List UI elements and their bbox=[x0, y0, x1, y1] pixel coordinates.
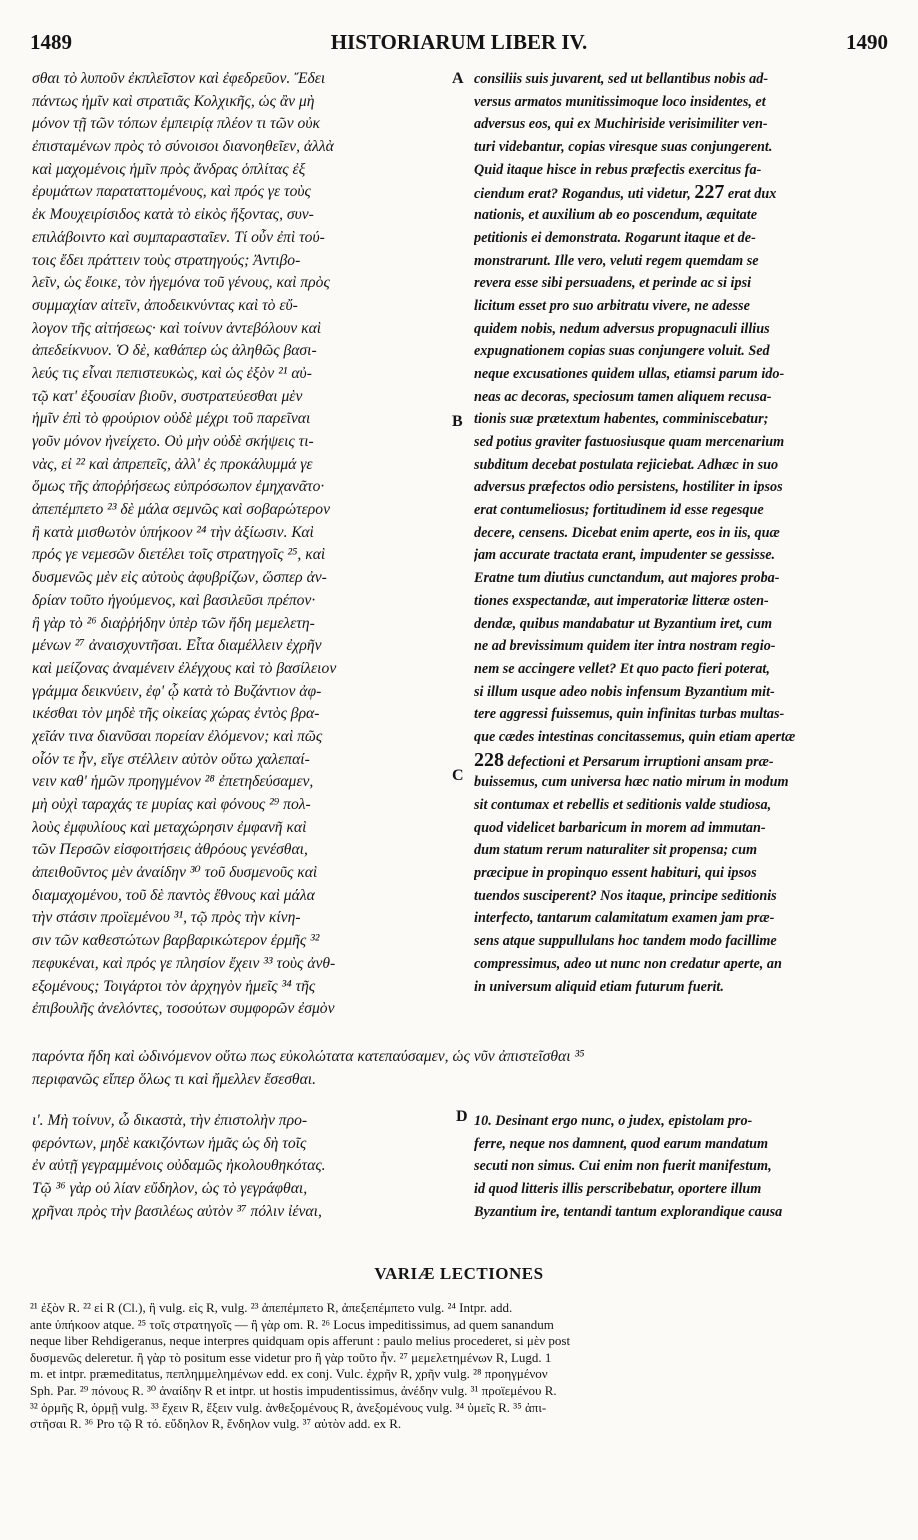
latin-text-line: subditum decebat postulata rejiciebat. Adhæc in suo bbox=[474, 456, 779, 473]
running-header bbox=[30, 30, 888, 64]
greek-text-line: ὅμως τῆς ἀποῤῥήσεως εὐπρόσωπον ἐμηχανᾶτο· bbox=[32, 478, 325, 496]
greek-text-line: λοὺς ἐμφυλίους καὶ μεταχώρησιν ἐμφανῆ καὶ bbox=[32, 818, 307, 836]
variant-note-line: neque liber Rehdigeranus, neque interpres quidquam opis afferunt : paulo melius procederet, si μὲν post bbox=[30, 1333, 571, 1349]
latin-text-line: præcipue in propinquo essent habituri, qui ipsos bbox=[474, 865, 757, 882]
latin-text-line: Eratne tum diutius cunctandum, aut majores proba- bbox=[474, 570, 780, 587]
latin-text-line: licitum esset pro suo arbitratu vivere, ne adesse bbox=[474, 297, 750, 314]
margin-marker-b: B bbox=[452, 413, 463, 430]
greek-text-line: επιλάβοιντο καὶ συμπαρασταῖεν. Τί οὖν ἐπὶ τού- bbox=[32, 228, 325, 246]
latin-text-line: sed potius graviter fastuosiusque quam mercenarium bbox=[474, 434, 785, 450]
greek-text-line: πεφυκέναι, καὶ πρός γε πλησίον ἔχειν ³³ τοὺς ἀνθ- bbox=[32, 954, 336, 972]
greek-text-line: τῶν Περσῶν εἰσφοιτήσεις ἀθρόους γενέσθαι, bbox=[32, 841, 308, 859]
latin-text-fragment: erat dux bbox=[724, 186, 777, 203]
latin-text-line: quidem nobis, nedum adversus propugnaculi illius bbox=[474, 320, 770, 337]
greek-text-line: Τῷ ³⁶ γὰρ οὐ λίαν εὔδηλον, ὡς τὸ γεγράφθαι, bbox=[32, 1180, 308, 1198]
latin-text-line: sens atque suppullulans hoc tandem modo facillime bbox=[474, 933, 777, 950]
greek-text-line: διαμαχομένου, τοῦ δὲ παντὸς ἔθνους καὶ μάλα bbox=[32, 886, 315, 904]
greek-text-line: πρός γε νεμεσῶν διετέλει τοῖς στρατηγοῖς ²⁵, καὶ bbox=[32, 546, 326, 564]
variant-note-line: στῆσαι R. ³⁶ Pro τῷ R τό. εὔδηλον R, ἔνδηλον vulg. ³⁷ αὐτὸν add. ex R. bbox=[30, 1416, 402, 1432]
latin-text-line: compressimus, adeo ut nunc non credatur aperte, an bbox=[474, 955, 782, 972]
latin-text-line: Quid itaque hisce in rebus præfectis exercitus fa- bbox=[474, 161, 762, 178]
greek-text-line: συμμαχίαν αἰτεῖν, ἀποδεικνύντας καὶ τὸ εὔ- bbox=[32, 296, 298, 314]
greek-text-line: ι'. Μὴ τοίνυν, ὦ δικαστὰ, τὴν ἐπιστολὴν προ- bbox=[32, 1112, 308, 1129]
latin-text-line: dum statum rerum naturaliter sit propensa; cum bbox=[474, 842, 758, 859]
margin-marker-d: D bbox=[456, 1108, 468, 1125]
latin-text-line: nem se accingere vellet? Et quo pacto fieri poterat, bbox=[474, 660, 770, 677]
latin-text-line: jam accurate tractata erant, impudenter se gessisse. bbox=[474, 547, 776, 564]
greek-text-line: λεῖν, ὡς ἔοικε, τὸν ἡγεμόνα τοῦ γένους, καὶ πρὸς bbox=[32, 274, 330, 292]
greek-text-line: καὶ μείζονας ἀναμένειν ἐλέγχους καὶ τὸ βασίλειον bbox=[32, 659, 337, 677]
latin-text-line: id quod litteris illis perscribebatur, oportere illum bbox=[474, 1181, 762, 1198]
greek-text-line: οἷόν τε ἦν, εἴγε στέλλειν αὐτὸν οὕτω χαλεπαί- bbox=[32, 750, 310, 768]
greek-text-line: γοῦν μόνον ἠνείχετο. Οὐ μὴν οὐδὲ σκήψεις τι- bbox=[32, 433, 314, 450]
page-number-right: 1490 bbox=[846, 30, 888, 54]
variant-note-line: δυσμενῶς deleretur. ἢ γὰρ τὸ positum esse videtur pro ἢ γὰρ τοῦτο ἦν. ²⁷ μεμελετημένων R, Lugd. 1 bbox=[30, 1349, 552, 1365]
latin-text-line: sit contumax et rebellis et seditionis valde studiosa, bbox=[474, 797, 772, 813]
latin-text-line: neas ac decoras, speciosum tamen aliquem recusa- bbox=[474, 388, 772, 405]
margin-marker-a: A bbox=[452, 70, 464, 87]
latin-text-line: nationis, et auxilium ab eo poscendum, æquitate bbox=[474, 207, 757, 224]
greek-text-line: μόνον τῇ τῶν τόπων ἐμπειρίᾳ πλέον τι τῶν οὐκ bbox=[32, 115, 320, 133]
greek-text-line: γράμμα δεικνύειν, ἐφ' ᾧ κατὰ τὸ Βυζάντιον ἀφ- bbox=[32, 682, 322, 700]
latin-text-line: expugnationem copias suas conjungere voluit. Sed bbox=[474, 343, 770, 360]
latin-text-line: quod videlicet barbaricum in morem ad immutan- bbox=[474, 819, 766, 836]
running-title: HISTORIARUM LIBER IV. bbox=[330, 30, 588, 54]
greek-text-line: τοις ἔδει πράττειν τοὺς στρατηγούς; Ἀντιβο- bbox=[32, 251, 301, 269]
greek-text-line: ἀπεδείκνυον. Ὁ δὲ, καθάπερ ὡς ἀληθῶς βασι- bbox=[32, 342, 317, 360]
latin-text-line: ne ad brevissimum quidem iter intra nostram regio- bbox=[474, 638, 776, 655]
latin-text-line: secuti non simus. Cui enim non fuerit manifestum, bbox=[474, 1158, 772, 1175]
latin-text-line: 228 defectioni et Persarum irruptioni ansam præ- bbox=[474, 748, 774, 771]
latin-text-line: decere, censens. Dicebat enim aperte, eos in iis, quæ bbox=[474, 524, 780, 541]
greek-text-line: εξομένους; Τοιγάρτοι τὸν ἀρχηγὸν ἡμεῖς ³⁴ τῆς bbox=[32, 977, 316, 995]
latin-text-line: monstrarunt. Ille vero, veluti regem quemdam se bbox=[474, 252, 759, 269]
variant-readings-notes bbox=[30, 1300, 890, 1433]
latin-text-line: neque excusationes quidem ullas, etiamsi parum ido- bbox=[474, 365, 785, 382]
greek-text-line: χρῆναι πρὸς τὴν βασιλέως αὐτὸν ³⁷ πόλιν ἰέναι, bbox=[32, 1202, 322, 1220]
greek-text-line: ἢ γὰρ τὸ ²⁶ διαῤῥήδην ὑπὲρ τῶν ἤδη μεμελετη- bbox=[32, 614, 315, 632]
latin-text-line: consiliis suis juvarent, sed ut bellantibus nobis ad- bbox=[474, 71, 769, 87]
greek-text-line: λογον τῆς αἰτήσεως· καὶ τοίνυν ἀντεβόλουν καὶ bbox=[32, 319, 322, 337]
greek-text-line: νειν καθ' ἡμῶν προηγμένον ²⁸ ἐπετηδεύσαμεν, bbox=[32, 773, 314, 791]
latin-text-line: versus armatos munitissimoque loco insidentes, et bbox=[474, 93, 766, 110]
latin-text-line: revera esse sibi persuadens, et perinde ac si ipsi bbox=[474, 275, 752, 292]
latin-text-line: que cædes intestinas concitassemus, quin etiam apertæ bbox=[474, 728, 796, 745]
margin-marker-c: C bbox=[452, 767, 464, 784]
latin-text-line: ferre, neque nos damnent, quod earum mandatum bbox=[474, 1135, 769, 1152]
latin-text-line: buissemus, cum universa hæc natio mirum in modum bbox=[474, 774, 789, 791]
chapter-number-227: 227 bbox=[694, 181, 725, 204]
variant-note-line: ante ὑπήκοον atque. ²⁵ τοῖς στρατηγοῖς — ἢ γὰρ om. R. ²⁶ Locus impeditissimus, ad quem sanandum bbox=[30, 1316, 554, 1332]
latin-text-line: turi videbantur, copias viresque suas conjungerent. bbox=[474, 139, 773, 156]
latin-text-line: interfecto, tantarum calamitatum examen jam præ- bbox=[474, 910, 775, 927]
greek-text-line: ἀπειθοῦντος μὲν ἀναίδην ³⁰ τοῦ δυσμενοῦς καὶ bbox=[32, 864, 318, 882]
variant-note-line: ²¹ ἐξὸν R. ²² εἰ R (Cl.), ἢ vulg. εἰς R, vulg. ²³ ἀπεπέμπετο R, ἀπεξεπέμπετο vulg. ²⁴ Intpr. add. bbox=[30, 1300, 513, 1315]
variae-lectiones-title: VARIÆ LECTIONES bbox=[374, 1264, 544, 1283]
variant-note-line: Sph. Par. ²⁹ πόνους R. ³⁰ ἀναίδην R et intpr. ut hostis impudentissimus, ἀνέδην vulg. ³¹ προϊεμένου R. bbox=[30, 1382, 557, 1398]
latin-text-line: adversus eos, qui ex Muchiriside verisimiliter ven- bbox=[474, 116, 768, 133]
latin-text-line: tionis suæ prætextum habentes, comminiscebatur; bbox=[474, 411, 769, 428]
latin-text-line: ciendum erat? Rogandus, uti videtur, 227 erat dux bbox=[474, 181, 777, 204]
latin-text-line: adversus præfectos odio persistens, hostiliter in ipsos bbox=[474, 479, 783, 496]
variant-note-line: ³² ὁρμῆς R, ὁρμῇ vulg. ³³ ἔχειν R, ἔξειν vulg. ἀνθεξομένους R, ἀνεξομένους vulg. ³⁴ ὑμεῖς R. ³⁵ ἀπι- bbox=[30, 1399, 547, 1415]
greek-text-line: ἐκ Μουχειρίσιδος κατὰ τὸ εἰκὸς ἥξοντας, συν- bbox=[32, 206, 314, 224]
greek-text-line: μὴ οὐχὶ ταραχάς τε μυρίας καὶ φόνους ²⁹ πολ- bbox=[32, 796, 311, 813]
latin-text-line: tere aggressi fuissemus, quin infinitas turbas multas- bbox=[474, 706, 785, 723]
greek-text-line: ἢ κατὰ μισθωτὸν ὑπήκοον ²⁴ τὴν ἀξίωσιν. Καὶ bbox=[32, 523, 314, 541]
greek-text-line: πάντως ἡμῖν καὶ στρατιᾶς Κολχικῆς, ὡς ἂν μὴ bbox=[32, 92, 315, 110]
greek-text-line: τὴν στάσιν προϊεμένου ³¹, τῷ πρὸς τὴν κίνη- bbox=[32, 909, 301, 927]
latin-text-line: petitionis ei demonstrata. Rogarunt itaque et de- bbox=[474, 229, 756, 246]
greek-text-line: ἐπισταμένων πρὸς τὸ σύνοισοι διανοηθεῖεν, ἀλλὰ bbox=[32, 138, 334, 156]
latin-text-line: in universum aliquid etiam futurum fuerit. bbox=[474, 978, 724, 995]
greek-text-line: τῷ κατ' ἐξουσίαν βιοῦν, συστρατεύεσθαι μὲν bbox=[32, 387, 303, 405]
variant-note-line: m. et intpr. præmeditatus, πεπλημμελημένων edd. ex conj. Vulc. ἐχρῆν R, χρῆν vulg. ²⁸ προηγμένον bbox=[30, 1366, 548, 1382]
latin-text-line: Byzantium ire, tentandi tantum explorandique causa bbox=[474, 1203, 783, 1220]
page-number-left: 1489 bbox=[30, 30, 72, 54]
latin-text-line: tiones exspectandæ, aut imperatoriæ litteræ osten- bbox=[474, 592, 769, 609]
greek-full-line: παρόντα ἤδη καὶ ὠδινόμενον οὕτω πως εὐκολώτατα κατεπαύσαμεν, ὡς νῦν ἀπιστεῖσθαι ³⁵ bbox=[32, 1048, 585, 1065]
chapter-number-228: 228 bbox=[474, 748, 504, 771]
latin-text-line: dendæ, quibus mandabatur ut Byzantium iret, cum bbox=[474, 615, 773, 632]
greek-text-line: ἀπεπέμπετο ²³ δὲ μάλα σεμνῶς καὶ σοβαρώτερον bbox=[32, 501, 331, 519]
greek-text-line: δυσμενῶς μὲν εἰς αὐτοὺς ἀφυβρίζων, ὥσπερ ἀν- bbox=[32, 569, 327, 587]
latin-text-line: 10. Desinant ergo nunc, o judex, epistolam pro- bbox=[474, 1113, 753, 1129]
greek-full-line: περιφανῶς εἴπερ ὅλως τι καὶ ἤμελλεν ἔσεσθαι. bbox=[32, 1071, 316, 1088]
latin-column-top bbox=[474, 68, 884, 998]
latin-text-line: si illum usque adeo nobis infensum Byzantium mit- bbox=[474, 683, 775, 700]
greek-text-line: φερόντων, μηδὲ κακιζόντων ἡμᾶς ὡς δὴ τοῖς bbox=[32, 1134, 307, 1152]
greek-text-line: ικέσθαι τὸν μηδὲ τῆς οἰκείας χώρας ἐντὸς βρα- bbox=[32, 705, 320, 723]
greek-text-line: ἐπιβουλῆς ἀνελόντες, τοσούτων συμφορῶν ἐσμὸν bbox=[32, 1000, 335, 1018]
greek-text-line: χεῖάν τινα διανῦσαι πορείαν ἐλόμενον; καὶ πῶς bbox=[32, 727, 323, 745]
greek-text-line: ἐρυμάτων παραταττομένους, καὶ πρός γε τοὺς bbox=[32, 183, 311, 201]
greek-column-top bbox=[32, 68, 452, 1021]
greek-text-line: ἐν αὐτῇ γεγραμμένοις οὐδαμῶς ἠκολουθηκότας. bbox=[32, 1157, 326, 1175]
greek-text-line: δρίαν τοῦτο ἡγούμενος, καὶ βασιλεῦσι πρέπον· bbox=[32, 591, 316, 609]
latin-column-bottom bbox=[474, 1110, 884, 1223]
greek-text-line: καὶ μαχομένοις ἡμῖν πρὸς ἄνδρας ὁπλίτας ἐξ bbox=[32, 160, 306, 178]
greek-text-line: σθαι τὸ λυποῦν ἐκπλεῖστον καὶ ἐφεδρεῦον. Ἔδει bbox=[32, 70, 326, 87]
greek-text-line: ἡμῖν ἐπὶ τὸ φρούριον οὐδὲ μέχρι τοῦ παρεῖναι bbox=[32, 410, 311, 428]
greek-text-line: νὰς, εἰ ²² καὶ ἀπρεπεῖς, ἀλλ' ἐς προκάλυμμά γε bbox=[32, 455, 313, 473]
greek-text-line: λεύς τις εἶναι πεπιστευκὼς, καὶ ὡς ἐξὸν ²¹ αὐ- bbox=[32, 364, 312, 382]
greek-text-line: σιν τῶν καθεστώτων βαρβαρικώτερον ἐρμῆς ³² bbox=[32, 932, 320, 950]
latin-text-line: tuendos susciperent? Nos itaque, principe seditionis bbox=[474, 887, 777, 904]
latin-text-line: erat contumeliosus; fortitudinem id esse regesque bbox=[474, 502, 764, 519]
greek-column-bottom bbox=[32, 1110, 452, 1223]
greek-text-line: μένων ²⁷ ἀναισχυντῆσαι. Εἶτα διαμέλλειν ἐχρῆν bbox=[32, 637, 322, 655]
